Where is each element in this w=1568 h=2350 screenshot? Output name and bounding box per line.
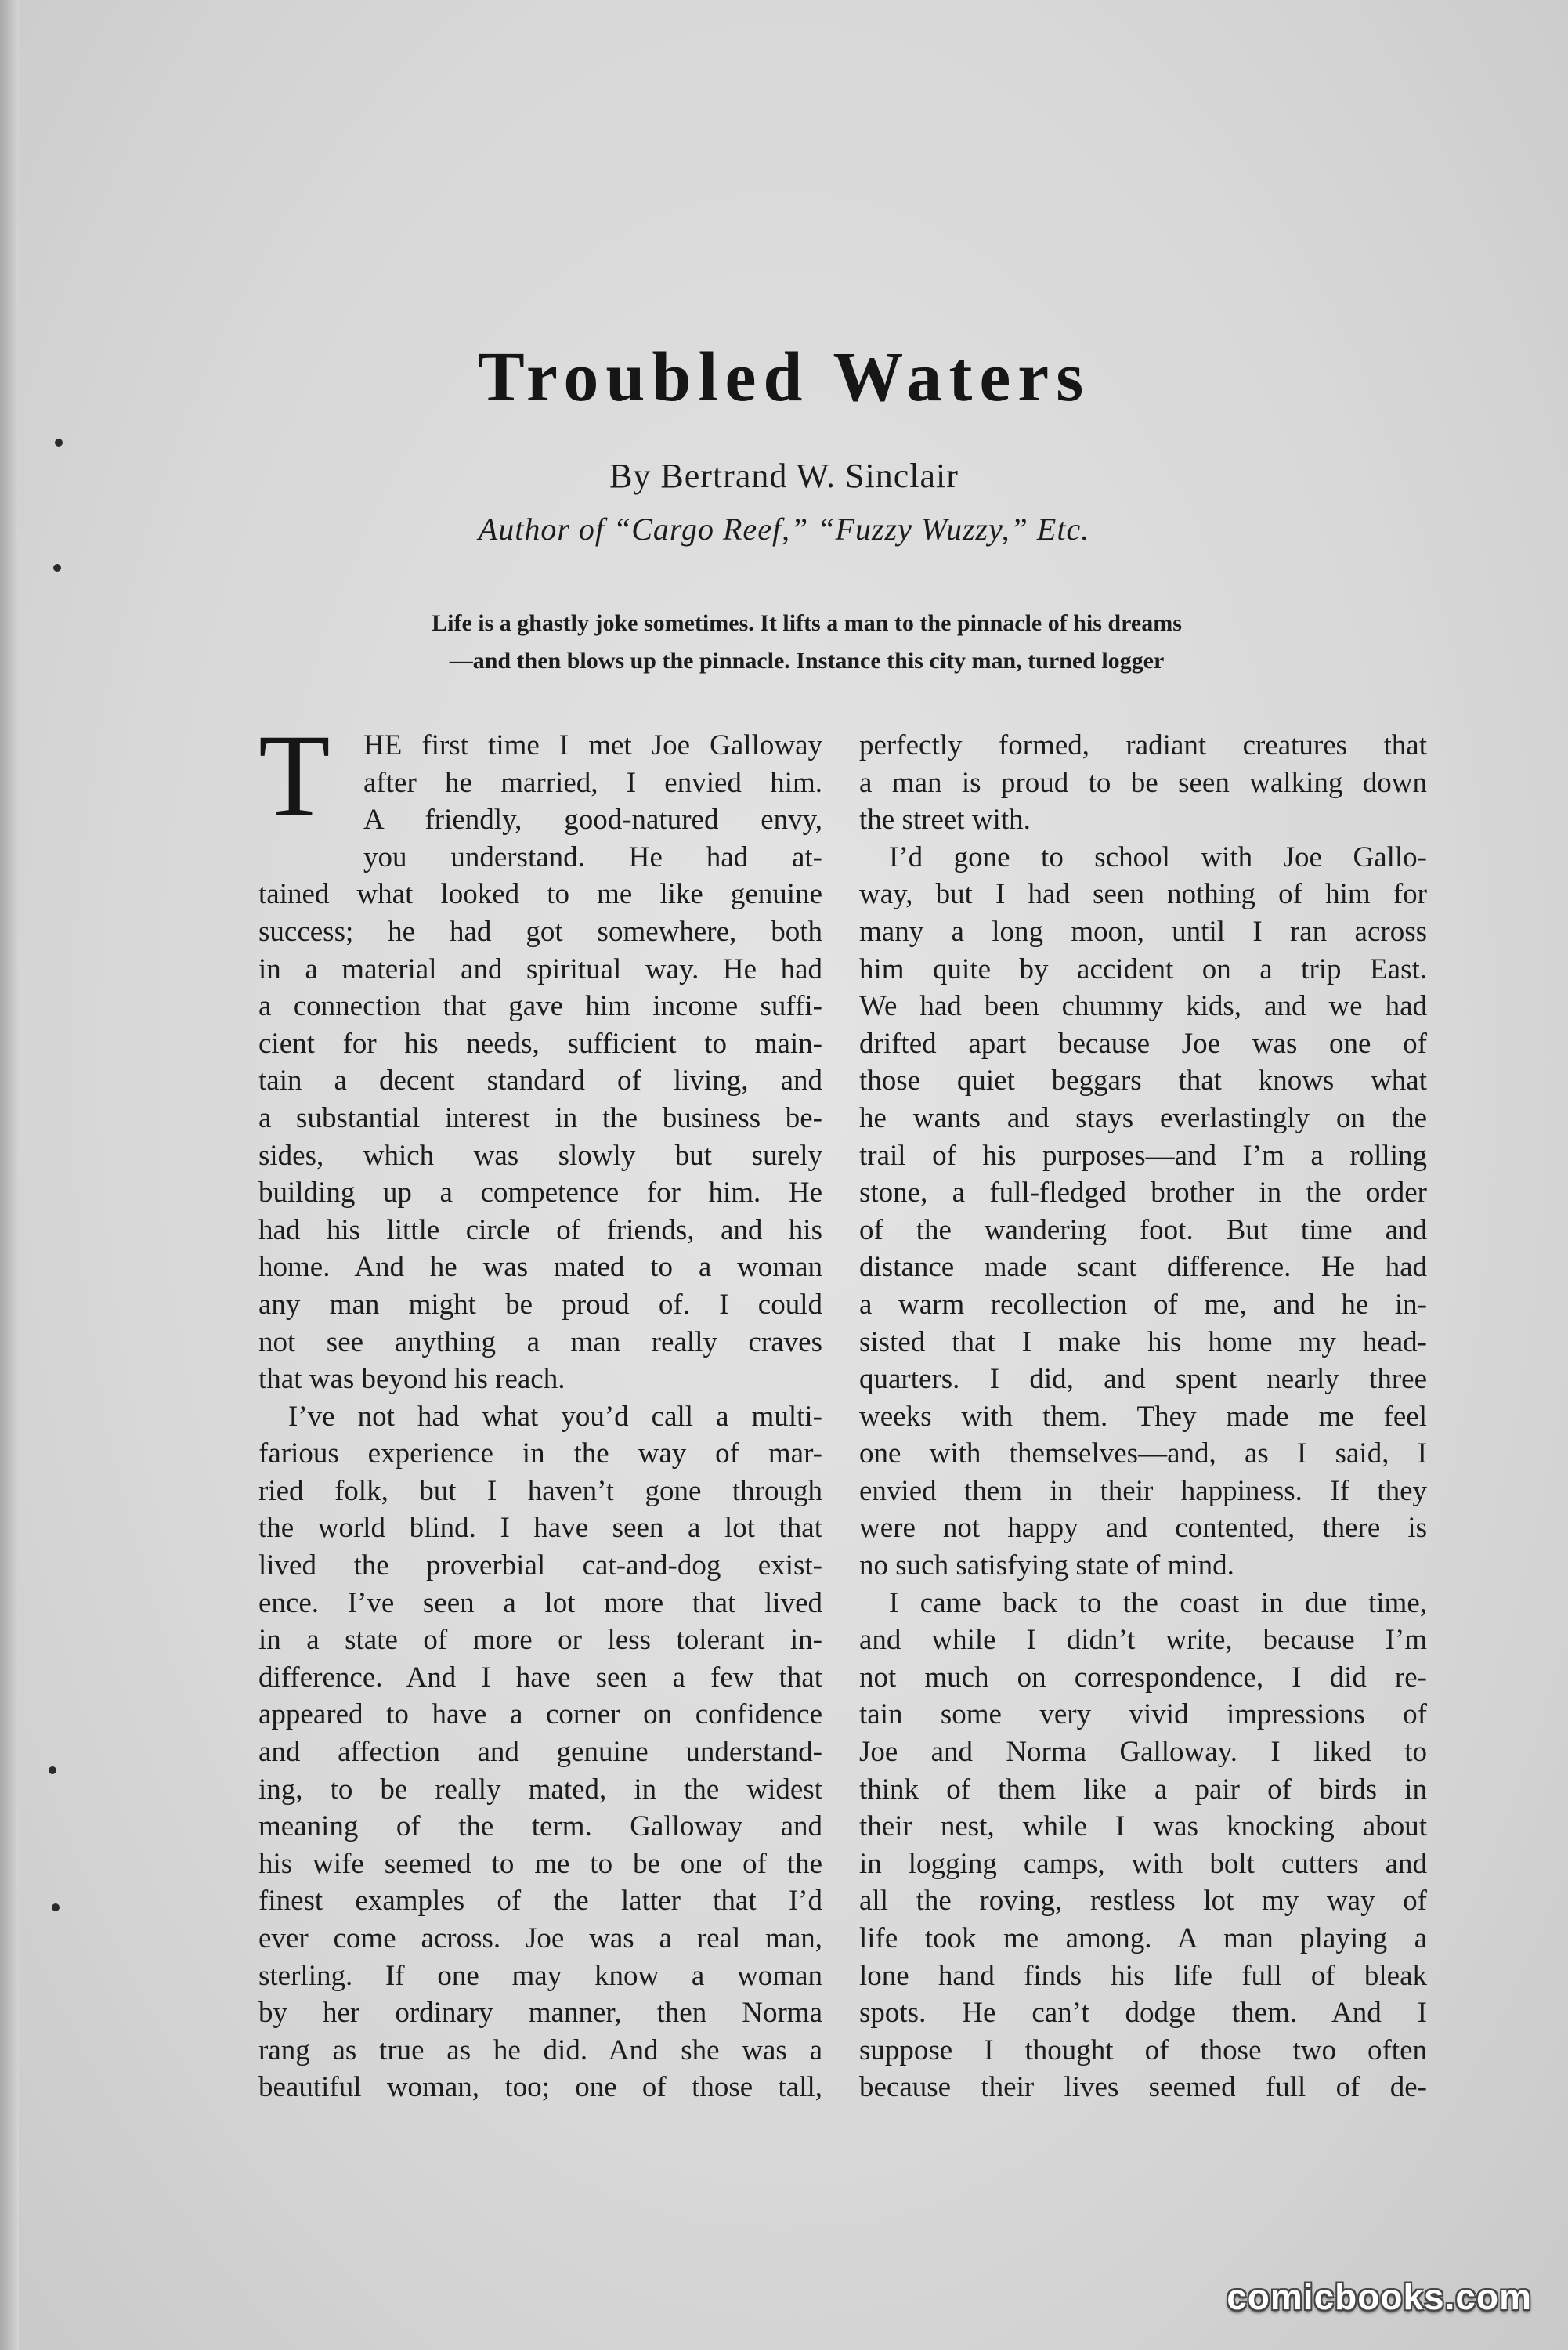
text-line: their nest, while I was knocking about (859, 1810, 1427, 1843)
text-line: sterling. If one may know a woman (258, 1959, 822, 1992)
text-line: Joe and Norma Galloway. I liked to (859, 1736, 1427, 1769)
binding-hole (55, 439, 63, 446)
text-line: suppose I thought of those two often (859, 2034, 1427, 2066)
text-line: distance made scant difference. He had (859, 1251, 1427, 1284)
text-line: appeared to have a corner on confidence (258, 1698, 822, 1731)
text-line: trail of his purposes—and I’m a rolling (859, 1139, 1427, 1172)
text-line: any man might be proud of. I could (258, 1288, 822, 1321)
story-title: Troubled Waters (477, 338, 1091, 416)
text-line: those quiet beggars that knows what (859, 1065, 1427, 1097)
text-line: HE first time I met Joe Galloway (363, 729, 822, 761)
text-line: building up a competence for him. He (258, 1177, 822, 1209)
text-line: the world blind. I have seen a lot that (258, 1512, 822, 1545)
text-line: no such satisfying state of mind. (859, 1549, 1234, 1582)
author-byline: By Bertrand W. Sinclair (609, 457, 959, 495)
text-line: many a long moon, until I ran across (859, 915, 1427, 948)
text-line: ence. I’ve seen a lot more that lived (258, 1586, 822, 1619)
text-line: not see anything a man really craves (258, 1325, 822, 1358)
text-line: think of them like a pair of birds in (859, 1773, 1427, 1806)
site-watermark: comicbooks.com (1227, 2276, 1532, 2317)
text-line: were not happy and contented, there is (859, 1512, 1427, 1545)
text-line: you understand. He had at- (363, 841, 822, 873)
text-line: he wants and stays everlastingly on the (859, 1101, 1427, 1134)
text-line: I’ve not had what you’d call a multi- (288, 1400, 822, 1433)
text-line: beautiful woman, too; one of those tall, (258, 2071, 822, 2104)
text-line: drifted apart because Joe was one of (859, 1027, 1427, 1060)
text-line: a warm recollection of me, and he in- (859, 1288, 1427, 1321)
text-column-right (859, 727, 1427, 2106)
text-line: a substantial interest in the business be- (258, 1101, 822, 1134)
text-line: lived the proverbial cat-and-dog exist- (258, 1549, 822, 1582)
text-line: stone, a full-fledged brother in the order (859, 1177, 1427, 1209)
text-line: A friendly, good-natured envy, (363, 804, 822, 837)
text-line: spots. He can’t dodge them. And I (859, 1997, 1427, 2030)
text-line: of the wandering foot. But time and (859, 1213, 1427, 1246)
text-line: rang as true as he did. And she was a (258, 2034, 822, 2066)
text-line: envied them in their happiness. If they (859, 1474, 1427, 1507)
text-line: meaning of the term. Galloway and (258, 1810, 822, 1843)
deck-line: Life is a ghastly joke sometimes. It lifts a man to the pinnacle of his dreams (432, 610, 1182, 636)
text-line: and while I didn’t write, because I’m (859, 1624, 1427, 1657)
text-line: in a state of more or less tolerant in- (258, 1624, 822, 1657)
text-line: him quite by accident on a trip East. (859, 953, 1427, 985)
text-line: home. And he was mated to a woman (258, 1251, 822, 1284)
text-line: in logging camps, with bolt cutters and (859, 1847, 1427, 1880)
text-line: had his little circle of friends, and his (258, 1213, 822, 1246)
text-line: his wife seemed to me to be one of the (258, 1847, 822, 1880)
text-line: the street with. (859, 804, 1031, 837)
text-line: quarters. I did, and spent nearly three (859, 1363, 1427, 1396)
text-line: weeks with them. They made me feel (859, 1400, 1427, 1433)
text-line: ried folk, but I haven’t gone through (258, 1474, 822, 1507)
author-credits: Author of “Cargo Reef,” “Fuzzy Wuzzy,” Etc. (478, 512, 1090, 547)
text-line: sisted that I make his home my head- (859, 1325, 1427, 1358)
text-line: cient for his needs, sufficient to main- (258, 1027, 822, 1060)
text-line: farious experience in the way of mar- (258, 1437, 822, 1470)
text-line: tain some very vivid impressions of (859, 1698, 1427, 1731)
text-line: a connection that gave him income suffi- (258, 990, 822, 1023)
text-line: tain a decent standard of living, and (258, 1065, 822, 1097)
text-line: We had been chummy kids, and we had (859, 990, 1427, 1023)
text-column-left (258, 710, 822, 2106)
text-line: lone hand finds his life full of bleak (859, 1959, 1427, 1992)
text-line: after he married, I envied him. (363, 766, 822, 799)
text-line: difference. And I have seen a few that (258, 1661, 822, 1694)
text-line: one with themselves—and, as I said, I (859, 1437, 1427, 1470)
text-line: that was beyond his reach. (258, 1363, 565, 1396)
text-line: finest examples of the latter that I’d (258, 1885, 822, 1918)
drop-cap: T (258, 710, 331, 841)
text-line: ever come across. Joe was a real man, (258, 1922, 822, 1954)
text-line: by her ordinary manner, then Norma (258, 1997, 822, 2030)
binding-hole (49, 1766, 56, 1774)
text-line: all the roving, restless lot my way of (859, 1885, 1427, 1918)
text-line: a man is proud to be seen walking down (859, 766, 1427, 799)
text-line: because their lives seemed full of de- (859, 2071, 1427, 2104)
binding-hole (52, 1904, 60, 1911)
text-line: ing, to be really mated, in the widest (258, 1773, 822, 1806)
binding-hole (53, 564, 61, 572)
text-line: way, but I had seen nothing of him for (859, 878, 1427, 911)
text-line: I came back to the coast in due time, (889, 1586, 1427, 1619)
text-line: I’d gone to school with Joe Gallo- (889, 841, 1427, 873)
text-line: not much on correspondence, I did re- (859, 1661, 1427, 1694)
text-line: in a material and spiritual way. He had (258, 953, 822, 985)
text-line: tained what looked to me like genuine (258, 878, 822, 911)
text-line: and affection and genuine understand- (258, 1736, 822, 1769)
text-line: life took me among. A man playing a (859, 1922, 1427, 1954)
text-line: sides, which was slowly but surely (258, 1139, 822, 1172)
text-line: success; he had got somewhere, both (258, 915, 822, 948)
deck-line: —and then blows up the pinnacle. Instance this city man, turned logger (449, 648, 1165, 674)
story-deck (313, 605, 1300, 680)
text-line: perfectly formed, radiant creatures that (859, 729, 1427, 761)
